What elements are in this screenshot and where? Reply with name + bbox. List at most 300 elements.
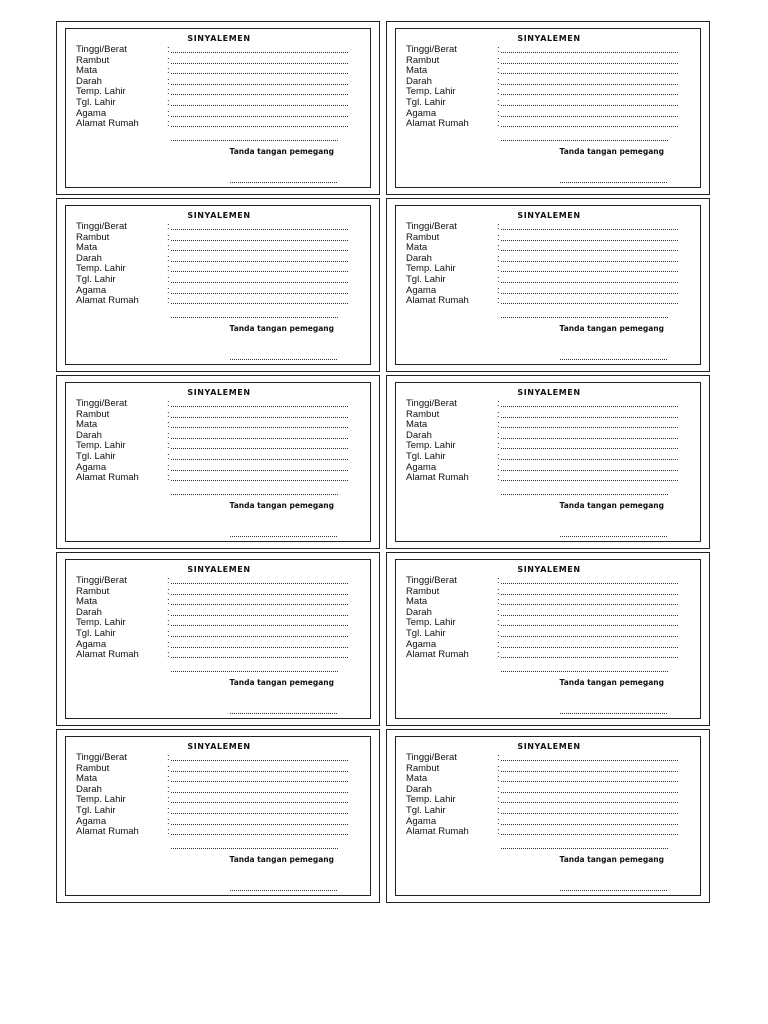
signature-line (230, 359, 337, 360)
field-fill-line (501, 240, 678, 241)
field-label: Agama (76, 107, 107, 119)
field-row (406, 587, 676, 598)
field-row (76, 629, 346, 640)
field-list (76, 753, 346, 838)
field-label: Temp. Lahir (76, 794, 126, 806)
field-colon: : (167, 450, 170, 462)
field-fill-line (171, 834, 348, 835)
field-row (406, 243, 676, 254)
field-label: Mata (406, 773, 428, 785)
field-label: Tgl. Lahir (406, 450, 446, 462)
field-label: Rambut (76, 408, 110, 420)
field-colon: : (497, 627, 500, 639)
id-card (56, 21, 380, 195)
field-colon: : (167, 408, 170, 420)
field-fill-line (171, 84, 348, 85)
signature-caption: Tanda tangan pemegang (559, 855, 664, 864)
field-colon: : (497, 783, 500, 795)
field-row (76, 98, 346, 109)
address-continuation-line (171, 494, 338, 495)
field-label: Rambut (76, 54, 110, 66)
field-colon: : (497, 596, 500, 608)
field-colon: : (497, 773, 500, 785)
field-fill-line (501, 261, 678, 262)
field-label: Rambut (406, 585, 440, 597)
field-fill-line (501, 427, 678, 428)
field-label: Tgl. Lahir (76, 627, 116, 639)
field-fill-line (501, 459, 678, 460)
field-colon: : (167, 44, 170, 55)
field-row (406, 56, 676, 67)
field-fill-line (501, 802, 678, 803)
field-fill-line (501, 438, 678, 439)
field-label: Tgl. Lahir (76, 450, 116, 462)
field-label: Agama (76, 284, 107, 296)
field-label: Rambut (406, 762, 440, 774)
field-colon: : (497, 617, 500, 629)
field-colon: : (167, 429, 170, 441)
field-label: Agama (406, 461, 437, 473)
field-colon: : (497, 96, 500, 108)
field-colon: : (167, 617, 170, 629)
card-title: SINYALEMEN (517, 565, 581, 574)
field-fill-line (171, 760, 348, 761)
field-label: Alamat Rumah (76, 295, 139, 307)
field-label: Alamat Rumah (406, 295, 469, 307)
field-label: Tinggi/Berat (406, 221, 457, 232)
field-colon: : (167, 606, 170, 618)
field-colon: : (497, 752, 500, 763)
field-label: Temp. Lahir (406, 794, 456, 806)
field-label: Rambut (406, 54, 440, 66)
field-row (76, 56, 346, 67)
address-continuation-line (501, 140, 668, 141)
field-colon: : (497, 231, 500, 243)
field-label: Temp. Lahir (406, 263, 456, 275)
card-border (395, 382, 701, 542)
field-label: Agama (406, 284, 437, 296)
card-title: SINYALEMEN (517, 211, 581, 220)
field-label: Darah (406, 429, 432, 441)
field-colon: : (497, 472, 500, 484)
field-colon: : (497, 429, 500, 441)
field-row (76, 774, 346, 785)
field-list (406, 399, 676, 484)
field-label: Darah (406, 252, 432, 264)
field-colon: : (167, 263, 170, 275)
field-fill-line (501, 792, 678, 793)
field-fill-line (501, 583, 678, 584)
field-label: Tinggi/Berat (76, 44, 127, 55)
field-label: Agama (76, 815, 107, 827)
field-fill-line (501, 824, 678, 825)
field-row (406, 764, 676, 775)
field-colon: : (497, 263, 500, 275)
field-label: Alamat Rumah (406, 826, 469, 838)
signature-line (230, 890, 337, 891)
address-continuation-line (171, 140, 338, 141)
field-list (76, 576, 346, 661)
field-fill-line (171, 583, 348, 584)
field-fill-line (171, 781, 348, 782)
field-row (76, 45, 346, 56)
field-row (406, 66, 676, 77)
field-row (76, 587, 346, 598)
field-label: Darah (76, 75, 102, 87)
field-colon: : (167, 86, 170, 98)
field-label: Tinggi/Berat (406, 398, 457, 409)
field-row (406, 618, 676, 629)
field-fill-line (171, 636, 348, 637)
field-label: Tgl. Lahir (406, 273, 446, 285)
field-list (406, 45, 676, 130)
signature-caption: Tanda tangan pemegang (559, 147, 664, 156)
card-border (65, 382, 371, 542)
id-card (386, 198, 710, 372)
field-label: Temp. Lahir (406, 440, 456, 452)
card-title: SINYALEMEN (517, 388, 581, 397)
field-fill-line (171, 261, 348, 262)
field-label: Mata (76, 773, 98, 785)
field-colon: : (497, 252, 500, 264)
field-row (406, 98, 676, 109)
field-label: Tgl. Lahir (76, 273, 116, 285)
id-card (56, 198, 380, 372)
field-colon: : (497, 440, 500, 452)
field-row (76, 764, 346, 775)
field-label: Darah (76, 252, 102, 264)
field-fill-line (501, 116, 678, 117)
field-row (406, 45, 676, 56)
card-border (395, 559, 701, 719)
signature-caption: Tanda tangan pemegang (229, 678, 334, 687)
field-fill-line (171, 594, 348, 595)
address-continuation-line (501, 671, 668, 672)
field-colon: : (497, 75, 500, 87)
field-colon: : (497, 398, 500, 409)
field-fill-line (501, 647, 678, 648)
field-row (406, 827, 676, 838)
field-label: Temp. Lahir (406, 86, 456, 98)
signature-line (560, 890, 667, 891)
signature-caption: Tanda tangan pemegang (559, 324, 664, 333)
field-row (76, 806, 346, 817)
field-row (76, 222, 346, 233)
field-row (406, 650, 676, 661)
field-label: Tinggi/Berat (76, 575, 127, 586)
field-fill-line (171, 52, 348, 53)
field-colon: : (497, 638, 500, 650)
id-card (386, 729, 710, 903)
field-colon: : (497, 107, 500, 119)
field-row (406, 795, 676, 806)
field-fill-line (501, 303, 678, 304)
field-colon: : (167, 461, 170, 473)
field-label: Darah (406, 75, 432, 87)
card-border (395, 736, 701, 896)
field-fill-line (501, 229, 678, 230)
field-colon: : (497, 242, 500, 254)
field-fill-line (171, 250, 348, 251)
signature-line (560, 359, 667, 360)
signature-caption: Tanda tangan pemegang (229, 501, 334, 510)
field-fill-line (501, 760, 678, 761)
field-row (76, 441, 346, 452)
field-row (406, 806, 676, 817)
field-label: Tinggi/Berat (406, 44, 457, 55)
signature-caption: Tanda tangan pemegang (229, 324, 334, 333)
field-row (406, 264, 676, 275)
address-continuation-line (501, 848, 668, 849)
field-fill-line (171, 625, 348, 626)
field-colon: : (167, 783, 170, 795)
field-colon: : (497, 419, 500, 431)
field-list (76, 222, 346, 307)
card-border (65, 559, 371, 719)
id-card (56, 375, 380, 549)
field-colon: : (167, 231, 170, 243)
field-label: Tgl. Lahir (76, 96, 116, 108)
address-continuation-line (171, 671, 338, 672)
field-colon: : (497, 794, 500, 806)
field-label: Tinggi/Berat (76, 221, 127, 232)
field-fill-line (171, 116, 348, 117)
field-fill-line (501, 615, 678, 616)
field-row (406, 399, 676, 410)
field-fill-line (171, 417, 348, 418)
field-row (76, 618, 346, 629)
field-row (76, 296, 346, 307)
field-colon: : (167, 273, 170, 285)
field-fill-line (171, 282, 348, 283)
field-fill-line (171, 240, 348, 241)
field-fill-line (501, 406, 678, 407)
field-colon: : (497, 44, 500, 55)
field-fill-line (171, 303, 348, 304)
field-colon: : (167, 585, 170, 597)
field-row (76, 275, 346, 286)
field-fill-line (171, 94, 348, 95)
field-label: Tgl. Lahir (406, 96, 446, 108)
field-label: Tinggi/Berat (406, 575, 457, 586)
field-colon: : (497, 295, 500, 307)
field-label: Alamat Rumah (406, 472, 469, 484)
id-card (386, 552, 710, 726)
field-colon: : (167, 649, 170, 661)
field-fill-line (171, 615, 348, 616)
field-label: Agama (406, 107, 437, 119)
field-fill-line (171, 792, 348, 793)
card-title: SINYALEMEN (187, 211, 251, 220)
field-fill-line (171, 448, 348, 449)
field-label: Tinggi/Berat (76, 398, 127, 409)
field-colon: : (497, 408, 500, 420)
signature-caption: Tanda tangan pemegang (229, 147, 334, 156)
field-row (406, 119, 676, 130)
field-colon: : (497, 815, 500, 827)
field-colon: : (497, 65, 500, 77)
field-colon: : (167, 96, 170, 108)
field-label: Mata (406, 65, 428, 77)
signature-line (230, 713, 337, 714)
field-colon: : (497, 221, 500, 232)
field-fill-line (171, 470, 348, 471)
field-colon: : (167, 575, 170, 586)
field-row (76, 753, 346, 764)
field-row (76, 264, 346, 275)
field-colon: : (497, 118, 500, 130)
field-colon: : (167, 804, 170, 816)
field-fill-line (171, 105, 348, 106)
field-colon: : (167, 752, 170, 763)
field-fill-line (171, 604, 348, 605)
field-row (76, 827, 346, 838)
field-fill-line (501, 781, 678, 782)
field-label: Darah (76, 783, 102, 795)
signature-line (560, 713, 667, 714)
field-label: Alamat Rumah (76, 118, 139, 130)
card-border (65, 28, 371, 188)
field-label: Darah (406, 783, 432, 795)
field-row (406, 275, 676, 286)
field-label: Alamat Rumah (406, 118, 469, 130)
signature-line (230, 182, 337, 183)
field-label: Temp. Lahir (406, 617, 456, 629)
field-row (406, 296, 676, 307)
field-fill-line (171, 771, 348, 772)
field-fill-line (171, 406, 348, 407)
field-colon: : (497, 284, 500, 296)
field-row (406, 233, 676, 244)
field-fill-line (171, 647, 348, 648)
field-label: Temp. Lahir (76, 86, 126, 98)
field-colon: : (167, 419, 170, 431)
field-list (76, 45, 346, 130)
field-colon: : (167, 252, 170, 264)
field-label: Agama (406, 638, 437, 650)
field-row (76, 795, 346, 806)
field-colon: : (167, 107, 170, 119)
field-colon: : (497, 649, 500, 661)
field-fill-line (501, 52, 678, 53)
field-colon: : (167, 773, 170, 785)
field-colon: : (167, 440, 170, 452)
field-label: Mata (406, 242, 428, 254)
field-fill-line (501, 271, 678, 272)
address-continuation-line (171, 848, 338, 849)
field-colon: : (167, 638, 170, 650)
field-label: Rambut (406, 408, 440, 420)
field-fill-line (501, 636, 678, 637)
field-row (406, 222, 676, 233)
address-continuation-line (501, 494, 668, 495)
card-border (395, 205, 701, 365)
field-colon: : (167, 65, 170, 77)
field-colon: : (497, 606, 500, 618)
field-colon: : (497, 86, 500, 98)
field-row (406, 473, 676, 484)
field-fill-line (171, 73, 348, 74)
field-colon: : (167, 762, 170, 774)
field-row (76, 473, 346, 484)
field-fill-line (171, 271, 348, 272)
field-label: Darah (406, 606, 432, 618)
field-fill-line (171, 293, 348, 294)
field-colon: : (497, 826, 500, 838)
field-fill-line (171, 657, 348, 658)
field-row (406, 420, 676, 431)
field-fill-line (171, 813, 348, 814)
field-label: Tgl. Lahir (406, 627, 446, 639)
field-fill-line (501, 94, 678, 95)
field-fill-line (501, 480, 678, 481)
field-label: Alamat Rumah (76, 472, 139, 484)
card-border (65, 736, 371, 896)
field-list (76, 399, 346, 484)
card-title: SINYALEMEN (187, 388, 251, 397)
id-card (386, 21, 710, 195)
field-label: Rambut (76, 231, 110, 243)
field-label: Darah (76, 606, 102, 618)
field-label: Darah (76, 429, 102, 441)
field-list (406, 576, 676, 661)
field-colon: : (167, 221, 170, 232)
card-title: SINYALEMEN (517, 34, 581, 43)
field-label: Mata (76, 242, 98, 254)
field-fill-line (501, 448, 678, 449)
field-label: Alamat Rumah (76, 826, 139, 838)
field-fill-line (171, 126, 348, 127)
field-colon: : (497, 450, 500, 462)
address-continuation-line (501, 317, 668, 318)
field-fill-line (171, 459, 348, 460)
field-row (406, 452, 676, 463)
field-colon: : (497, 54, 500, 66)
field-fill-line (171, 427, 348, 428)
field-colon: : (167, 75, 170, 87)
field-colon: : (497, 804, 500, 816)
field-fill-line (171, 229, 348, 230)
field-fill-line (501, 105, 678, 106)
field-row (76, 66, 346, 77)
field-fill-line (501, 417, 678, 418)
field-label: Agama (76, 461, 107, 473)
field-label: Temp. Lahir (76, 617, 126, 629)
field-label: Temp. Lahir (76, 263, 126, 275)
signature-caption: Tanda tangan pemegang (559, 678, 664, 687)
field-label: Rambut (406, 231, 440, 243)
field-fill-line (171, 802, 348, 803)
signature-caption: Tanda tangan pemegang (229, 855, 334, 864)
field-row (76, 576, 346, 587)
card-title: SINYALEMEN (187, 565, 251, 574)
field-colon: : (167, 596, 170, 608)
field-row (406, 629, 676, 640)
address-continuation-line (171, 317, 338, 318)
field-row (76, 650, 346, 661)
field-row (76, 87, 346, 98)
field-colon: : (167, 472, 170, 484)
field-fill-line (501, 771, 678, 772)
field-list (406, 222, 676, 307)
field-row (76, 410, 346, 421)
field-fill-line (501, 834, 678, 835)
card-border (65, 205, 371, 365)
field-colon: : (497, 575, 500, 586)
field-label: Mata (76, 419, 98, 431)
field-fill-line (501, 657, 678, 658)
field-fill-line (501, 293, 678, 294)
